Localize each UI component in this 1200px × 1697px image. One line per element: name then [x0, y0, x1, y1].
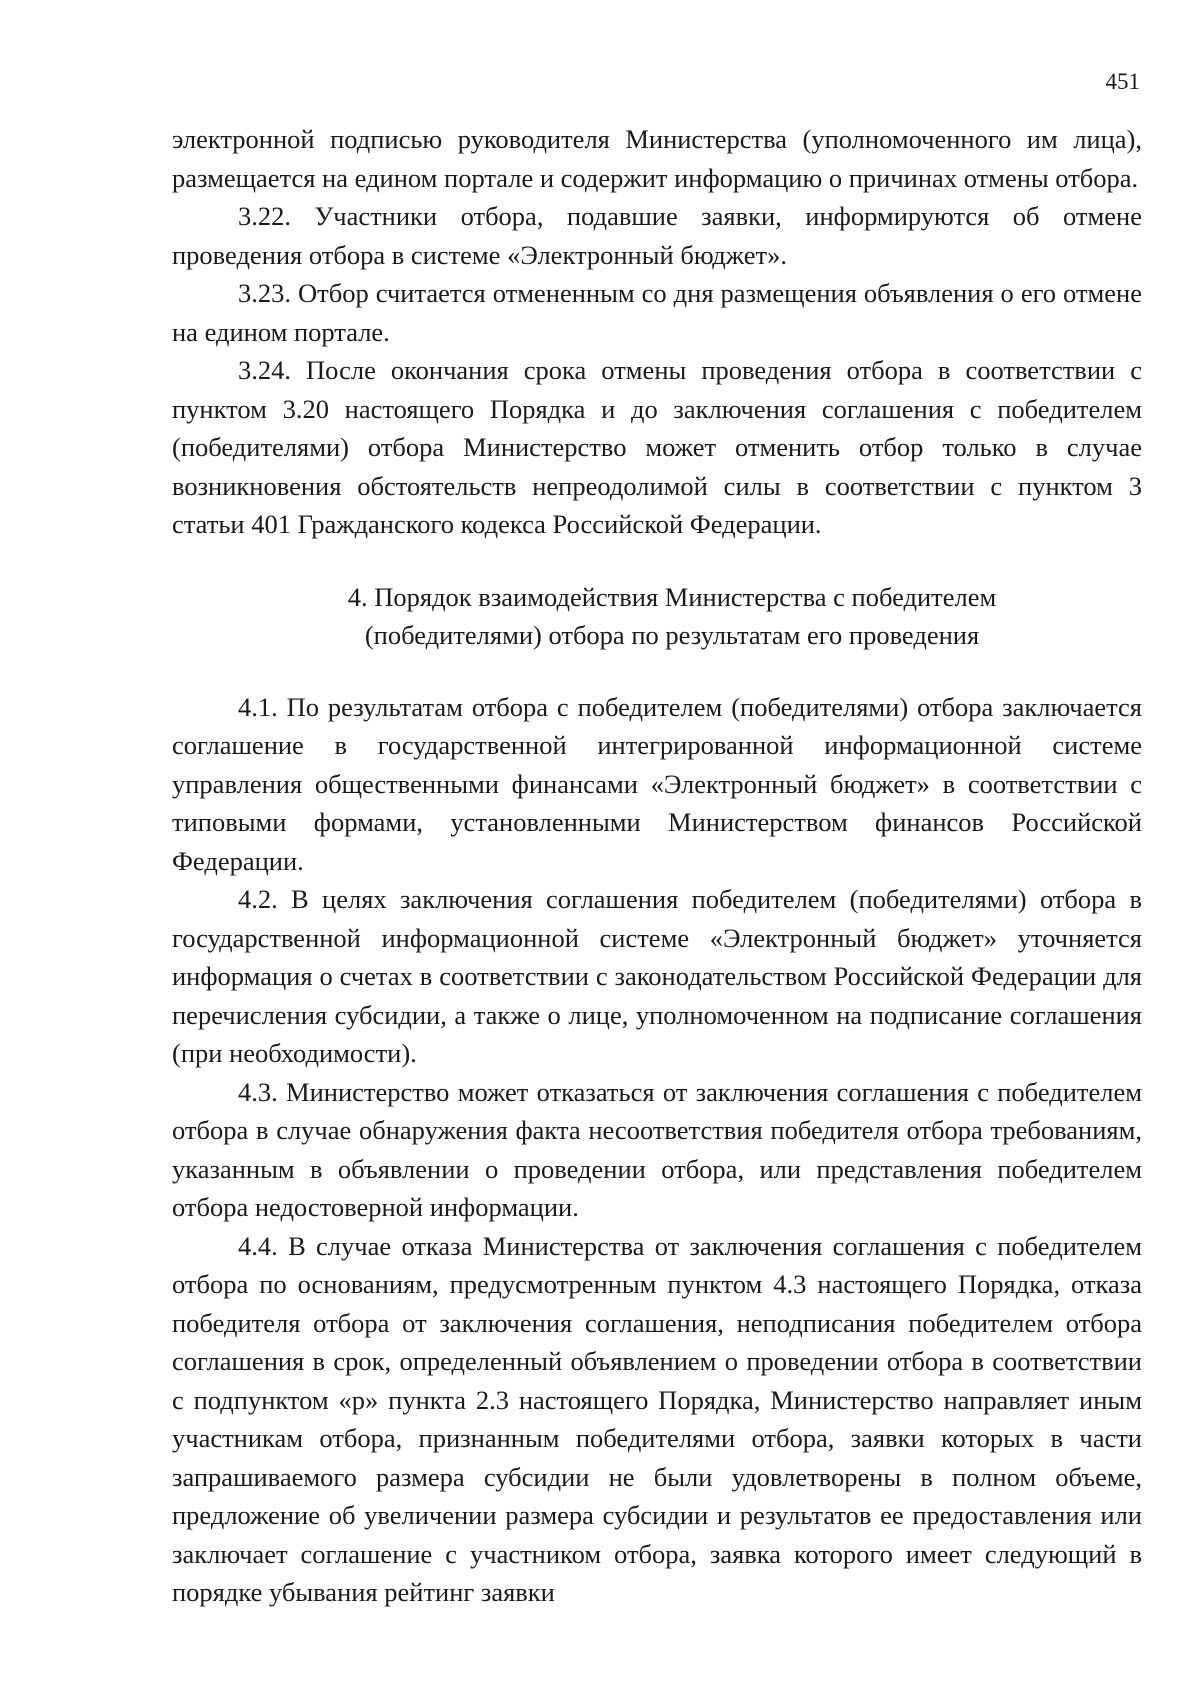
paragraph-continuation: электронной подписью руководителя Министерства (уполномоченного им лица), размещается на едином портале и содержит информацию о причинах отмены отбора.	[172, 124, 1142, 193]
paragraph-3-24: 3.24. После окончания срока отмены проведения отбора в соответствии с пунктом 3.20 настоящего Порядка и до заключения соглашения с победителем (победителями) отбора Министерство может отменить отбор только в случае возникновения обстоятельств непреодолимой силы в соответствии с пунктом 3 статьи 401 Гражданского кодекса Российской Федерации.	[172, 355, 1142, 539]
paragraph-4-1: 4.1. По результатам отбора с победителем (победителями) отбора заключается соглашение в государственной интегрированной информационной системе управления общественными финансами «Электронный бюджет» в соответствии с типовыми формами, установленными Министерством финансов Российской Федерации.	[172, 691, 1142, 876]
section-heading-line-2: (победителями) отбора по результатам его проведения	[364, 619, 980, 650]
section-heading-line-1: 4. Порядок взаимодействия Министерства с победителем	[347, 581, 997, 612]
page-number: 451	[1105, 69, 1140, 94]
paragraph-3-23: 3.23. Отбор считается отмененным со дня размещения объявления о его отмене на едином портале.	[172, 278, 1142, 347]
paragraph-3-22: 3.22. Участники отбора, подавшие заявки, информируются об отмене проведения отбора в системе «Электронный бюджет».	[172, 201, 1142, 270]
paragraph-4-3: 4.3. Министерство может отказаться от заключения соглашения с победителем отбора в случае обнаружения факта несоответствия победителя отбора требованиям, указанным в объявлении о проведении отбора, или представления победителем отбора недостоверной информации.	[172, 1076, 1142, 1222]
paragraph-4-4: 4.4. В случае отказа Министерства от заключения соглашения с победителем отбора по основаниям, предусмотренным пунктом 4.3 настоящего Порядка, отказа победителя отбора от заключения соглашения, неподписания победителем отбора соглашения в срок, определенный объявлением о проведении отбора в соответствии с подпунктом «р» пункта 2.3 настоящего Порядка, Министерство направляет иным участникам отбора, признанным победителями отбора, заявки которых в части запрашиваемого размера субсидии не были удовлетворены в полном объеме, предложение об увеличении размера субсидии и результатов ее предоставления или заключает соглашение с участником отбора, заявка которого имеет следующий в порядке убывания рейтинг заявки	[172, 1230, 1142, 1607]
document-body	[172, 120, 1142, 1612]
paragraph-4-2: 4.2. В целях заключения соглашения победителем (победителями) отбора в государственной информационной системе «Электронный бюджет» уточняется информация о счетах в соответствии с законодательством Российской Федерации для перечисления субсидии, а также о лице, уполномоченном на подписание соглашения (при необходимости).	[172, 884, 1142, 1068]
section-heading	[172, 578, 1142, 654]
